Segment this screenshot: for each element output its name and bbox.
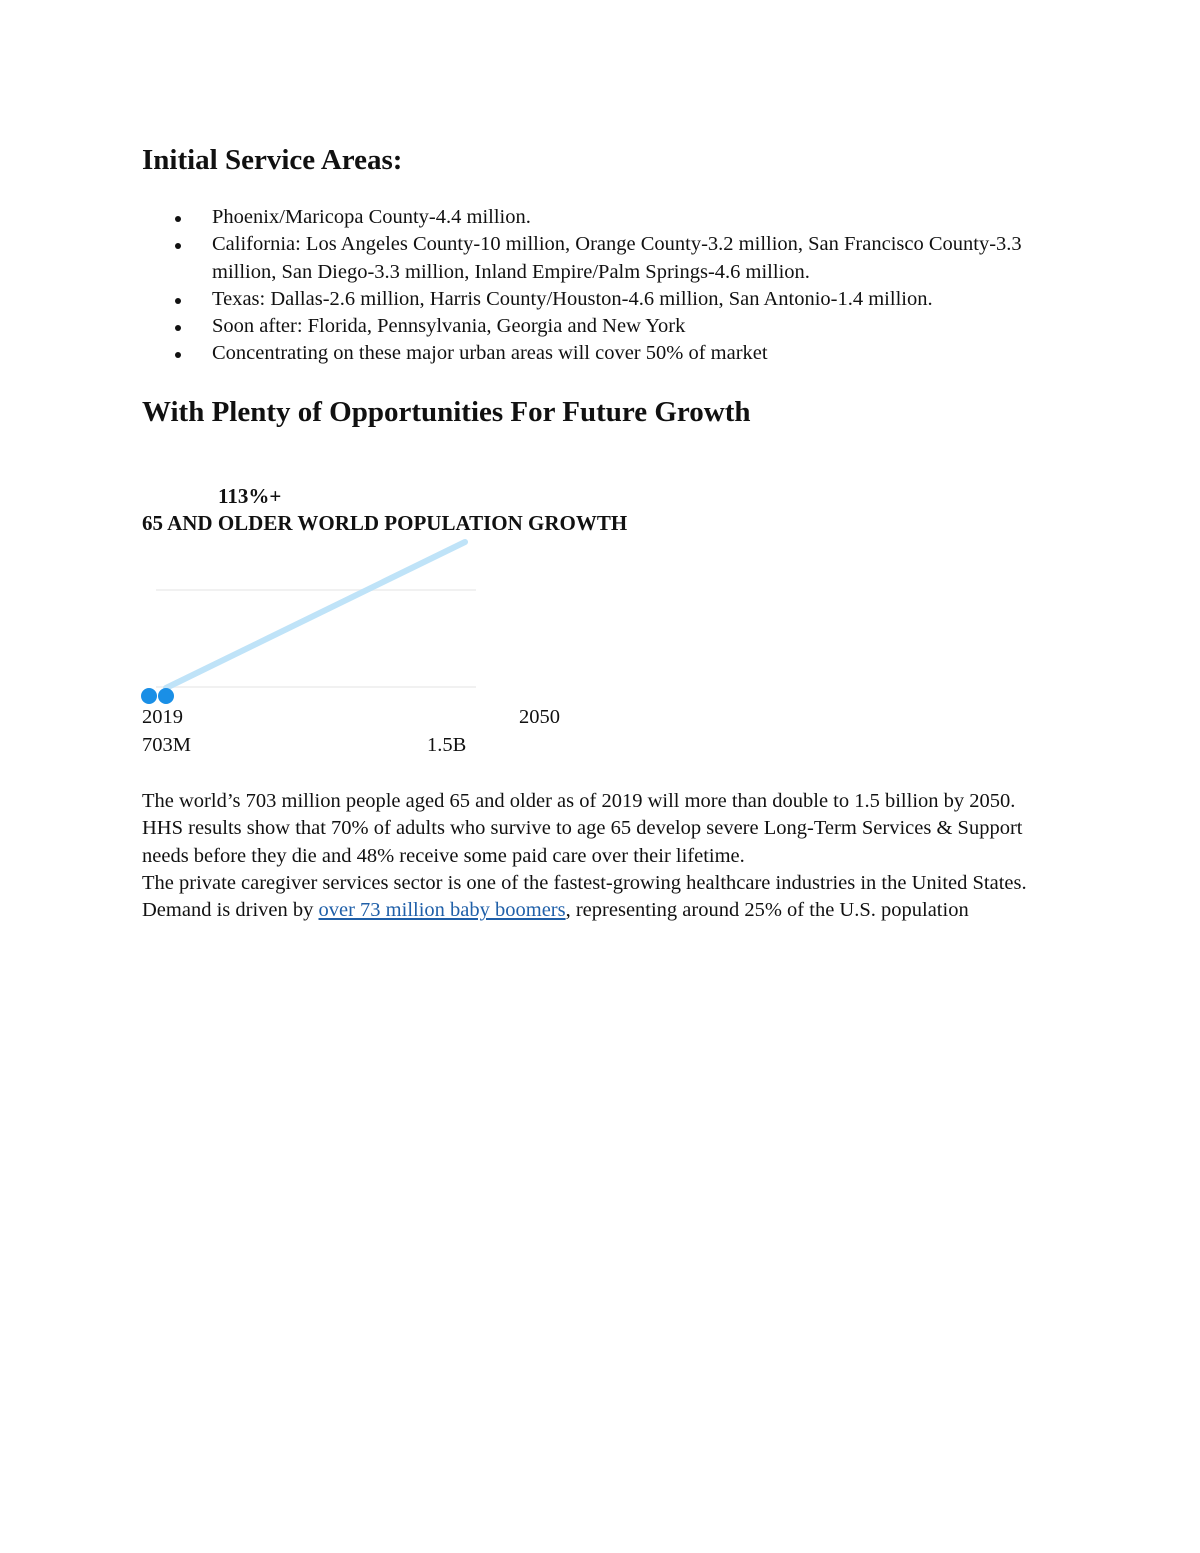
section-heading-future-growth: With Plenty of Opportunities For Future Growth [142, 396, 751, 428]
list-item-text: California: Los Angeles County-10 million, Orange County-3.2 million, San Francisco County-3.3 million, San Diego-3.3 million, Inland Empire/Palm Springs-4.6 million. [212, 233, 1022, 283]
bullet-icon [175, 352, 181, 358]
bullet-icon [175, 325, 181, 331]
list-item-text: Texas: Dallas-2.6 million, Harris County/Houston-4.6 million, San Antonio-1.4 million. [212, 287, 933, 310]
chart-series-line [166, 542, 465, 688]
body-paragraphs [142, 788, 1067, 924]
list-item-text: Concentrating on these major urban areas will cover 50% of market [212, 342, 768, 365]
chart-data-point-0 [141, 688, 157, 704]
population-growth-chart [142, 530, 482, 710]
list-item [142, 340, 1062, 367]
chart-title: 65 AND OLDER WORLD POPULATION GROWTH [142, 511, 628, 535]
service-areas-list [142, 204, 1062, 368]
paragraph-caregiver-text-start: The private caregiver services sector is one of the fastest-growing healthcare industries in the United States. Demand is driven by [142, 871, 1027, 922]
value-label-end: 1.5B [427, 734, 467, 756]
paragraph-hhs: HHS results show that 70% of adults who survive to age 65 develop severe Long-Term Services & Support needs before they die and 48% receive some paid care over their lifetime. [142, 817, 1023, 867]
paragraph-caregiver-text-end: , representing around 25% of the U.S. population [565, 899, 969, 922]
list-item-text: Phoenix/Maricopa County-4.4 million. [212, 206, 531, 228]
baby-boomers-link[interactable]: over 73 million baby boomers [318, 899, 566, 922]
chart-growth-annotation: 113%+ [218, 484, 282, 508]
list-item [142, 204, 1062, 231]
chart-data-point-1 [158, 688, 174, 704]
x-tick-label-end: 2050 [519, 706, 560, 728]
bullet-icon [175, 298, 181, 304]
bullet-icon [175, 243, 181, 249]
list-item [142, 313, 1062, 340]
paragraph-population: The world’s 703 million people aged 65 and older as of 2019 will more than double to 1.5 billion by 2050. [142, 790, 1016, 812]
list-item-text: Soon after: Florida, Pennsylvania, Georgia and New York [212, 315, 686, 338]
value-label-start: 703M [142, 734, 191, 756]
list-item [142, 231, 1062, 286]
list-item [142, 286, 1062, 313]
section-heading-service-areas: Initial Service Areas: [142, 144, 403, 176]
x-tick-label-start: 2019 [142, 706, 183, 728]
bullet-icon [175, 216, 181, 222]
paragraph-caregiver [142, 870, 1067, 925]
